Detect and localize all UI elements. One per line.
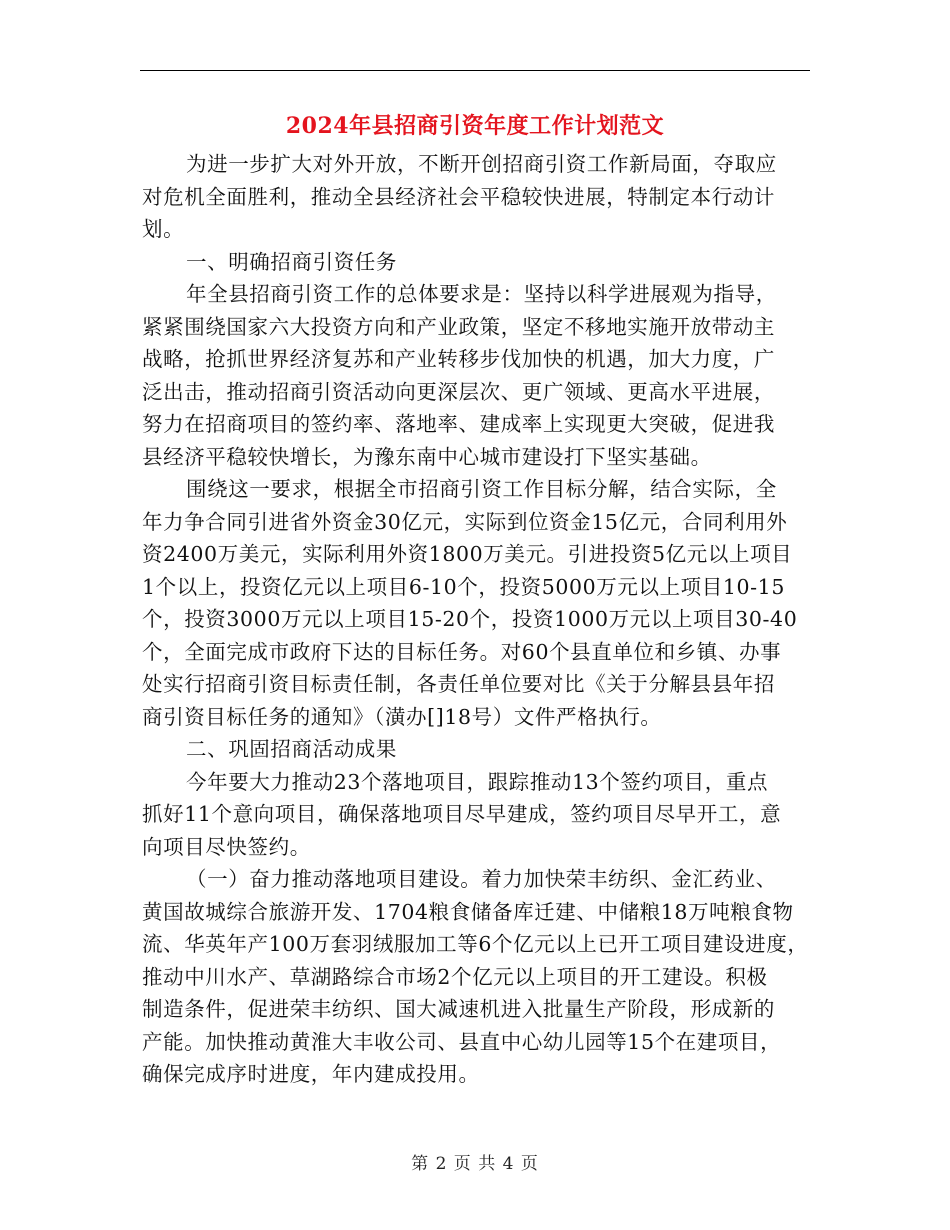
paragraph-line: 个，投资3000万元以上项目15-20个，投资1000万元以上项目30-40 bbox=[142, 607, 798, 631]
paragraph-line: 紧紧围绕国家六大投资方向和产业政策，坚定不移地实施开放带动主 bbox=[142, 314, 775, 339]
section-heading: 一、明确招商引资任务 bbox=[186, 249, 397, 274]
paragraph-line: 今年要大力推动23个落地项目，跟踪推动13个签约项目，重点 bbox=[186, 769, 769, 794]
page-number: 第 2 页 共 4 页 bbox=[411, 1154, 539, 1174]
section-heading: 二、巩固招商活动成果 bbox=[186, 737, 397, 761]
paragraph-line: 为进一步扩大对外开放，不断开创招商引资工作新局面，夺取应 bbox=[186, 152, 777, 176]
paragraph-line: 推动中川水产、草湖路综合市场2个亿元以上项目的开工建设。积极 bbox=[142, 964, 768, 989]
paragraph-line: 县经济平稳较快增长，为豫东南中心城市建设打下坚实基础。 bbox=[142, 444, 712, 469]
paragraph-line: 向项目尽快签约。 bbox=[142, 834, 311, 859]
paragraph-line: 1个以上，投资亿元以上项目6-10个，投资5000万元以上项目10-15 bbox=[142, 574, 785, 599]
document-body bbox=[142, 148, 810, 1091]
paragraph-line: 个，全面完成市政府下达的目标任务。对60个县直单位和乡镇、办事 bbox=[142, 639, 782, 664]
paragraph-line: 抓好11个意向项目，确保落地项目尽早建成，签约项目尽早开工，意 bbox=[142, 802, 782, 826]
paragraph-line: 战略，抢抓世界经济复苏和产业转移步伐加快的机遇，加大力度，广 bbox=[142, 347, 775, 371]
paragraph-line: 黄国故城综合旅游开发、1704粮食储备库迁建、中储粮18万吨粮食物 bbox=[142, 899, 794, 924]
paragraph-line: 处实行招商引资目标责任制，各责任单位要对比《关于分解县县年招 bbox=[142, 672, 775, 696]
paragraph-line: 努力在招商项目的签约率、落地率、建成率上实现更大突破，促进我 bbox=[142, 412, 775, 436]
paragraph-line: 年力争合同引进省外资金30亿元，实际到位资金15亿元，合同利用外 bbox=[142, 509, 788, 534]
paragraph-line: 商引资目标任务的通知》（潢办[]18号）文件严格执行。 bbox=[142, 704, 662, 729]
paragraph-line: 产能。加快推动黄淮大丰收公司、县直中心幼儿园等15个在建项目， bbox=[142, 1029, 782, 1054]
paragraph-line: 围绕这一要求，根据全市招商引资工作目标分解，结合实际，全 bbox=[186, 477, 777, 501]
paragraph-line: 资2400万美元，实际利用外资1800万美元。引进投资5亿元以上项目 bbox=[142, 542, 793, 566]
paragraph-line: 流、华英年产100万套羽绒服加工等6个亿元以上已开工项目建设进度， bbox=[142, 932, 809, 956]
paragraph-line: 制造条件，促进荣丰纺织、国大减速机进入批量生产阶段，形成新的 bbox=[142, 997, 775, 1021]
document-title: 2024年县招商引资年度工作计划范文 bbox=[285, 113, 665, 139]
paragraph-line: 划。 bbox=[142, 217, 185, 241]
paragraph-line: 确保完成序时进度，年内建成投用。 bbox=[142, 1062, 480, 1086]
paragraph-line: （一）奋力推动落地项目建设。着力加快荣丰纺织、金汇药业、 bbox=[186, 867, 777, 891]
header-rule bbox=[140, 70, 810, 71]
paragraph-line: 泛出击，推动招商引资活动向更深层次、更广领域、更高水平进展， bbox=[142, 379, 775, 404]
paragraph-line: 年全县招商引资工作的总体要求是：坚持以科学进展观为指导， bbox=[186, 282, 777, 306]
paragraph-line: 对危机全面胜利，推动全县经济社会平稳较快进展，特制定本行动计 bbox=[142, 184, 775, 209]
